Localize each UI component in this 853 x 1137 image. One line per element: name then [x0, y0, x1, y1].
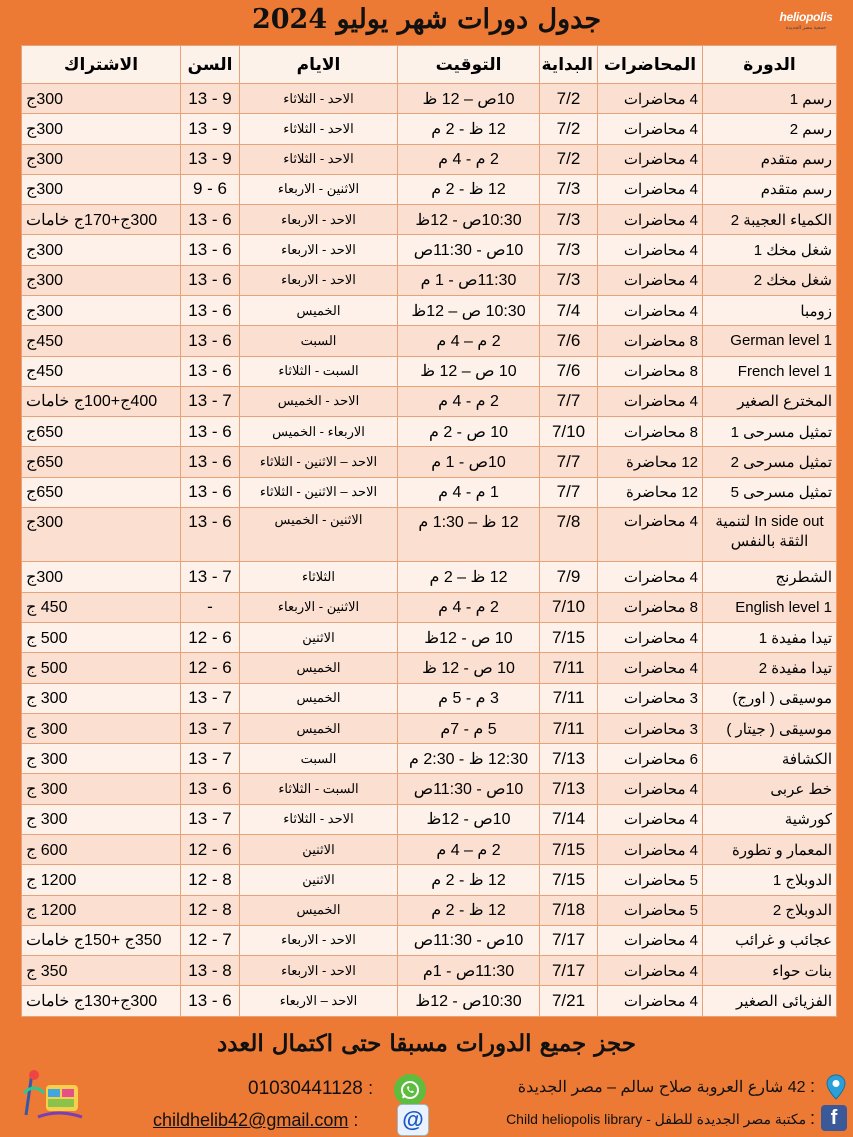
table-row — [22, 623, 837, 653]
cell-lectures: 4 محاضرات — [598, 653, 703, 683]
cell-age: 6 - 13 — [181, 774, 240, 804]
table-row — [22, 744, 837, 774]
cell-time: 10ص - 11:30ص — [398, 925, 540, 955]
cell-age: - — [181, 592, 240, 622]
cell-days: الخميس — [240, 653, 398, 683]
cell-days: الاحد – الاثنين - الثلاثاء — [240, 477, 398, 507]
email-at-icon: @ — [397, 1104, 429, 1136]
cell-price: 450 ج — [22, 592, 181, 622]
cell-days: السبت — [240, 744, 398, 774]
cell-lectures: 8 محاضرات — [598, 356, 703, 386]
table-row — [22, 417, 837, 447]
cell-price: 300ج — [22, 235, 181, 265]
cell-lectures: 4 محاضرات — [598, 386, 703, 416]
cell-age: 7 - 13 — [181, 683, 240, 713]
cell-course: الدوبلاج 1 — [703, 865, 837, 895]
cell-days: الخميس — [240, 895, 398, 925]
cell-start: 7/21 — [540, 986, 598, 1017]
cell-start: 7/7 — [540, 447, 598, 477]
table-row — [22, 235, 837, 265]
cell-days: الاحد - الاربعاء — [240, 925, 398, 955]
cell-days: الاحد - الاربعاء — [240, 235, 398, 265]
table-row — [22, 295, 837, 325]
logo-subtitle: جمعية مصر الجديدة — [785, 25, 827, 31]
cell-start: 7/6 — [540, 356, 598, 386]
cell-course: زومبا — [703, 295, 837, 325]
cell-lectures: 4 محاضرات — [598, 804, 703, 834]
table-row — [22, 326, 837, 356]
cell-course: شغل مخك 1 — [703, 235, 837, 265]
cell-course: In side out لتنمية الثقة بالنفس — [703, 507, 837, 562]
table-header-row — [22, 46, 837, 84]
cell-lectures: 4 محاضرات — [598, 956, 703, 986]
phone-colon: : — [368, 1078, 374, 1098]
footer-address — [518, 1076, 815, 1097]
cell-time: 2 م – 4 م — [398, 326, 540, 356]
cell-lectures: 6 محاضرات — [598, 744, 703, 774]
cell-course: تمثيل مسرحى 1 — [703, 417, 837, 447]
header-course: الدورة — [703, 46, 837, 84]
cell-course: رسم 2 — [703, 114, 837, 144]
cell-days: السبت - الثلاثاء — [240, 774, 398, 804]
address-colon: : — [809, 1076, 815, 1096]
cell-course: المخترع الصغير — [703, 386, 837, 416]
cell-days: الاحد - الثلاثاء — [240, 84, 398, 114]
cell-days: الاحد - الاربعاء — [240, 956, 398, 986]
cell-course: English level 1 — [703, 592, 837, 622]
cell-lectures: 4 محاضرات — [598, 925, 703, 955]
cell-lectures: 8 محاضرات — [598, 326, 703, 356]
cell-course: بنات حواء — [703, 956, 837, 986]
cell-course: شغل مخك 2 — [703, 265, 837, 295]
cell-price: 300ج — [22, 84, 181, 114]
cell-price: 600 ج — [22, 834, 181, 864]
cell-price: 650ج — [22, 477, 181, 507]
cell-price: 650ج — [22, 417, 181, 447]
cell-days: السبت - الثلاثاء — [240, 356, 398, 386]
cell-lectures: 12 محاضرة — [598, 477, 703, 507]
cell-price: 500 ج — [22, 653, 181, 683]
cell-lectures: 3 محاضرات — [598, 683, 703, 713]
cell-price: 300ج — [22, 295, 181, 325]
cell-age: 6 - 13 — [181, 356, 240, 386]
cell-lectures: 8 محاضرات — [598, 417, 703, 447]
cell-days: الاحد – الاثنين - الثلاثاء — [240, 447, 398, 477]
booking-notice: حجز جميع الدورات مسبقا حتى اكتمال العدد — [216, 1030, 637, 1057]
cell-time: 2 م - 4 م — [398, 144, 540, 174]
cell-lectures: 4 محاضرات — [598, 114, 703, 144]
table-row — [22, 986, 837, 1017]
facebook-icon[interactable]: f — [821, 1105, 847, 1131]
cell-lectures: 4 محاضرات — [598, 986, 703, 1017]
cell-days: الاثنين - الخميس — [240, 507, 398, 562]
cell-price: 300ج+130ج خامات — [22, 986, 181, 1017]
table-row — [22, 562, 837, 592]
cell-lectures: 4 محاضرات — [598, 774, 703, 804]
cell-time: 3 م - 5 م — [398, 683, 540, 713]
cell-price: 300 ج — [22, 683, 181, 713]
cell-age: 6 - 13 — [181, 507, 240, 562]
cell-price: 450ج — [22, 356, 181, 386]
table-row — [22, 265, 837, 295]
cell-course: خط عربى — [703, 774, 837, 804]
cell-time: 10 ص - 2 م — [398, 417, 540, 447]
page-title: جدول دورات شهر يوليو 2024 — [251, 4, 602, 35]
cell-days: الاثنين — [240, 623, 398, 653]
cell-age: 8 - 12 — [181, 865, 240, 895]
cell-time: 12 ظ - 2 م — [398, 895, 540, 925]
cell-course: عجائب و غرائب — [703, 925, 837, 955]
cell-course: موسيقى ( جيتار ) — [703, 713, 837, 743]
cell-time: 10ص - 11:30ص — [398, 235, 540, 265]
address-text: 42 شارع العروبة صلاح سالم – مصر الجديدة — [517, 1079, 806, 1096]
cell-price: 1200 ج — [22, 865, 181, 895]
cell-start: 7/15 — [540, 623, 598, 653]
cell-course: المعمار و تطورة — [703, 834, 837, 864]
table-row — [22, 804, 837, 834]
cell-start: 7/17 — [540, 956, 598, 986]
cell-time: 12 ظ – 1:30 م — [398, 507, 540, 562]
cell-lectures: 4 محاضرات — [598, 84, 703, 114]
cell-lectures: 4 محاضرات — [598, 295, 703, 325]
table-row — [22, 507, 837, 562]
cell-price: 300ج — [22, 144, 181, 174]
cell-start: 7/15 — [540, 834, 598, 864]
cell-price: 350 ج — [22, 956, 181, 986]
cell-time: 10ص - 1 م — [398, 447, 540, 477]
header-days: الايام — [240, 46, 398, 84]
cell-time: 10ص – 12 ظ — [398, 84, 540, 114]
facebook-page-name[interactable]: مكتبة مصر الجديدة للطفل - Child heliopolis library — [506, 1111, 807, 1127]
cell-course: French level 1 — [703, 356, 837, 386]
cell-time: 10 ص – 12 ظ — [398, 356, 540, 386]
cell-start: 7/3 — [540, 265, 598, 295]
cell-time: 12:30 ظ - 2:30 م — [398, 744, 540, 774]
cell-course: رسم متقدم — [703, 174, 837, 204]
cell-days: الاربعاء - الخميس — [240, 417, 398, 447]
cell-time: 10:30ص - 12ظ — [398, 986, 540, 1017]
facebook-colon: : — [809, 1108, 815, 1128]
cell-days: الاحد - الاربعاء — [240, 205, 398, 235]
cell-days: الاحد – الاربعاء — [240, 986, 398, 1017]
cell-price: 300 ج — [22, 713, 181, 743]
cell-time: 11:30ص - 1 م — [398, 265, 540, 295]
table-row — [22, 447, 837, 477]
cell-days: الاحد - الثلاثاء — [240, 804, 398, 834]
cell-age: 6 - 13 — [181, 447, 240, 477]
cell-age: 6 - 13 — [181, 295, 240, 325]
cell-price: 650ج — [22, 447, 181, 477]
cell-time: 12 ظ - 2 م — [398, 114, 540, 144]
cell-start: 7/13 — [540, 744, 598, 774]
footer-facebook — [506, 1108, 815, 1129]
cell-time: 2 م - 4 م — [398, 386, 540, 416]
cell-days: الاثنين - الاربعاء — [240, 174, 398, 204]
cell-age: 7 - 13 — [181, 386, 240, 416]
cell-age: 9 - 13 — [181, 144, 240, 174]
cell-days: الخميس — [240, 295, 398, 325]
cell-age: 7 - 13 — [181, 804, 240, 834]
table-row — [22, 114, 837, 144]
cell-days: الاحد - الثلاثاء — [240, 144, 398, 174]
cell-price: 500 ج — [22, 623, 181, 653]
table-row — [22, 356, 837, 386]
cell-price: 300ج — [22, 507, 181, 562]
cell-price: 300ج — [22, 562, 181, 592]
cell-start: 7/14 — [540, 804, 598, 834]
header-age: السن — [181, 46, 240, 84]
cell-course: تيدا مفيدة 1 — [703, 623, 837, 653]
phone-number[interactable]: 01030441128 — [248, 1078, 363, 1099]
table-row — [22, 174, 837, 204]
cell-lectures: 4 محاضرات — [598, 144, 703, 174]
cell-start: 7/3 — [540, 174, 598, 204]
table-row — [22, 865, 837, 895]
cell-lectures: 4 محاضرات — [598, 265, 703, 295]
cell-price: 300 ج — [22, 774, 181, 804]
cell-days: الاحد - الاربعاء — [240, 265, 398, 295]
cell-age: 7 - 13 — [181, 713, 240, 743]
location-pin-icon — [825, 1074, 847, 1100]
cell-course: رسم 1 — [703, 84, 837, 114]
cell-age: 9 - 13 — [181, 84, 240, 114]
cell-time: 12 ظ – 2 م — [398, 562, 540, 592]
cell-age: 7 - 13 — [181, 562, 240, 592]
courses-table — [21, 45, 837, 1017]
cell-price: 350ج +150ج خامات — [22, 925, 181, 955]
table-row — [22, 592, 837, 622]
cell-days: الخميس — [240, 713, 398, 743]
cell-start: 7/18 — [540, 895, 598, 925]
cell-time: 10 ص - 12ظ — [398, 623, 540, 653]
header-time: التوقيت — [398, 46, 540, 84]
cell-age: 6 - 12 — [181, 834, 240, 864]
cell-time: 12 ظ - 2 م — [398, 174, 540, 204]
cell-lectures: 4 محاضرات — [598, 235, 703, 265]
table-row — [22, 956, 837, 986]
table-row — [22, 205, 837, 235]
cell-course: موسيقى ( اورج) — [703, 683, 837, 713]
cell-start: 7/13 — [540, 774, 598, 804]
cell-time: 5 م - 7م — [398, 713, 540, 743]
cell-start: 7/11 — [540, 683, 598, 713]
cell-time: 1 م - 4 م — [398, 477, 540, 507]
cell-lectures: 4 محاضرات — [598, 834, 703, 864]
cell-days: السبت — [240, 326, 398, 356]
cell-start: 7/2 — [540, 144, 598, 174]
cell-time: 2 م – 4 م — [398, 834, 540, 864]
cell-age: 6 - 13 — [181, 235, 240, 265]
table-row — [22, 84, 837, 114]
cell-lectures: 8 محاضرات — [598, 592, 703, 622]
header-start: البداية — [540, 46, 598, 84]
whatsapp-icon[interactable] — [394, 1074, 426, 1106]
table-row — [22, 683, 837, 713]
cell-price: 300ج — [22, 114, 181, 144]
cell-lectures: 4 محاضرات — [598, 174, 703, 204]
cell-course: كورشية — [703, 804, 837, 834]
cell-days: الاحد - الثلاثاء — [240, 114, 398, 144]
cell-start: 7/9 — [540, 562, 598, 592]
table-body — [22, 84, 837, 1017]
cell-age: 6 - 13 — [181, 265, 240, 295]
cell-course: الكمياء العجيبة 2 — [703, 205, 837, 235]
cell-lectures: 5 محاضرات — [598, 865, 703, 895]
footer-phone — [248, 1078, 373, 1100]
cell-time: 10ص - 11:30ص — [398, 774, 540, 804]
cell-lectures: 4 محاضرات — [598, 205, 703, 235]
cell-lectures: 4 محاضرات — [598, 623, 703, 653]
cell-time: 2 م - 4 م — [398, 592, 540, 622]
cell-lectures: 4 محاضرات — [598, 562, 703, 592]
cell-start: 7/10 — [540, 592, 598, 622]
cell-start: 7/2 — [540, 84, 598, 114]
table-row — [22, 713, 837, 743]
email-link[interactable]: childhelib42@gmail.com — [153, 1110, 349, 1130]
cell-price: 300 ج — [22, 744, 181, 774]
cell-age: 7 - 12 — [181, 925, 240, 955]
cell-age: 6 - 12 — [181, 653, 240, 683]
cell-start: 7/2 — [540, 114, 598, 144]
cell-days: الخميس — [240, 683, 398, 713]
cell-start: 7/15 — [540, 865, 598, 895]
cell-days: الاثنين - الاربعاء — [240, 592, 398, 622]
cell-start: 7/4 — [540, 295, 598, 325]
cell-course: تمثيل مسرحى 2 — [703, 447, 837, 477]
table-row — [22, 834, 837, 864]
cell-start: 7/11 — [540, 653, 598, 683]
cell-lectures: 5 محاضرات — [598, 895, 703, 925]
cell-lectures: 12 محاضرة — [598, 447, 703, 477]
table-row — [22, 895, 837, 925]
table-row — [22, 144, 837, 174]
cell-course: الدوبلاج 2 — [703, 895, 837, 925]
cell-start: 7/17 — [540, 925, 598, 955]
cell-start: 7/8 — [540, 507, 598, 562]
cell-price: 400ج+100ج خامات — [22, 386, 181, 416]
cell-course: الشطرنج — [703, 562, 837, 592]
logo-brand: heliopolis — [779, 10, 833, 24]
table-row — [22, 653, 837, 683]
footer-email — [153, 1110, 358, 1131]
cell-age: 6 - 13 — [181, 477, 240, 507]
cell-price: 300 ج — [22, 804, 181, 834]
cell-age: 7 - 13 — [181, 744, 240, 774]
table-row — [22, 774, 837, 804]
cell-start: 7/7 — [540, 477, 598, 507]
cell-start: 7/3 — [540, 235, 598, 265]
cell-time: 12 ظ - 2 م — [398, 865, 540, 895]
cell-time: 10:30ص - 12ظ — [398, 205, 540, 235]
cell-price: 300ج — [22, 174, 181, 204]
cell-days: الثلاثاء — [240, 562, 398, 592]
table-row — [22, 477, 837, 507]
email-colon: : — [353, 1110, 359, 1130]
cell-price: 300ج+170ج خامات — [22, 205, 181, 235]
cell-course: الكشافة — [703, 744, 837, 774]
cell-course: الفزيائى الصغير — [703, 986, 837, 1017]
cell-price: 300ج — [22, 265, 181, 295]
cell-age: 6 - 13 — [181, 986, 240, 1017]
cell-start: 7/11 — [540, 713, 598, 743]
cell-age: 8 - 12 — [181, 895, 240, 925]
cell-age: 6 - 13 — [181, 326, 240, 356]
cell-start: 7/6 — [540, 326, 598, 356]
cell-days: الاحد - الخميس — [240, 386, 398, 416]
cell-time: 10ص - 12ظ — [398, 804, 540, 834]
cell-time: 10:30 ص – 12ظ — [398, 295, 540, 325]
cell-days: الاثنين — [240, 865, 398, 895]
cell-price: 1200 ج — [22, 895, 181, 925]
cell-price: 450ج — [22, 326, 181, 356]
cell-days: الاثنين — [240, 834, 398, 864]
cell-age: 6 - 9 — [181, 174, 240, 204]
cell-start: 7/3 — [540, 205, 598, 235]
heliopolis-logo — [775, 4, 837, 40]
cell-age: 6 - 12 — [181, 623, 240, 653]
cell-course: تمثيل مسرحى 5 — [703, 477, 837, 507]
header-lectures: المحاضرات — [598, 46, 703, 84]
kids-library-logo — [18, 1065, 90, 1127]
table-row — [22, 925, 837, 955]
cell-start: 7/7 — [540, 386, 598, 416]
cell-age: 8 - 13 — [181, 956, 240, 986]
cell-start: 7/10 — [540, 417, 598, 447]
cell-lectures: 4 محاضرات — [598, 507, 703, 562]
cell-lectures: 3 محاضرات — [598, 713, 703, 743]
cell-course: رسم متقدم — [703, 144, 837, 174]
cell-course: تيدا مفيدة 2 — [703, 653, 837, 683]
cell-time: 10 ص - 12 ظ — [398, 653, 540, 683]
cell-age: 9 - 13 — [181, 114, 240, 144]
cell-course: German level 1 — [703, 326, 837, 356]
cell-age: 6 - 13 — [181, 205, 240, 235]
header-price: الاشتراك — [22, 46, 181, 84]
table-row — [22, 386, 837, 416]
cell-time: 11:30ص - 1م — [398, 956, 540, 986]
cell-age: 6 - 13 — [181, 417, 240, 447]
